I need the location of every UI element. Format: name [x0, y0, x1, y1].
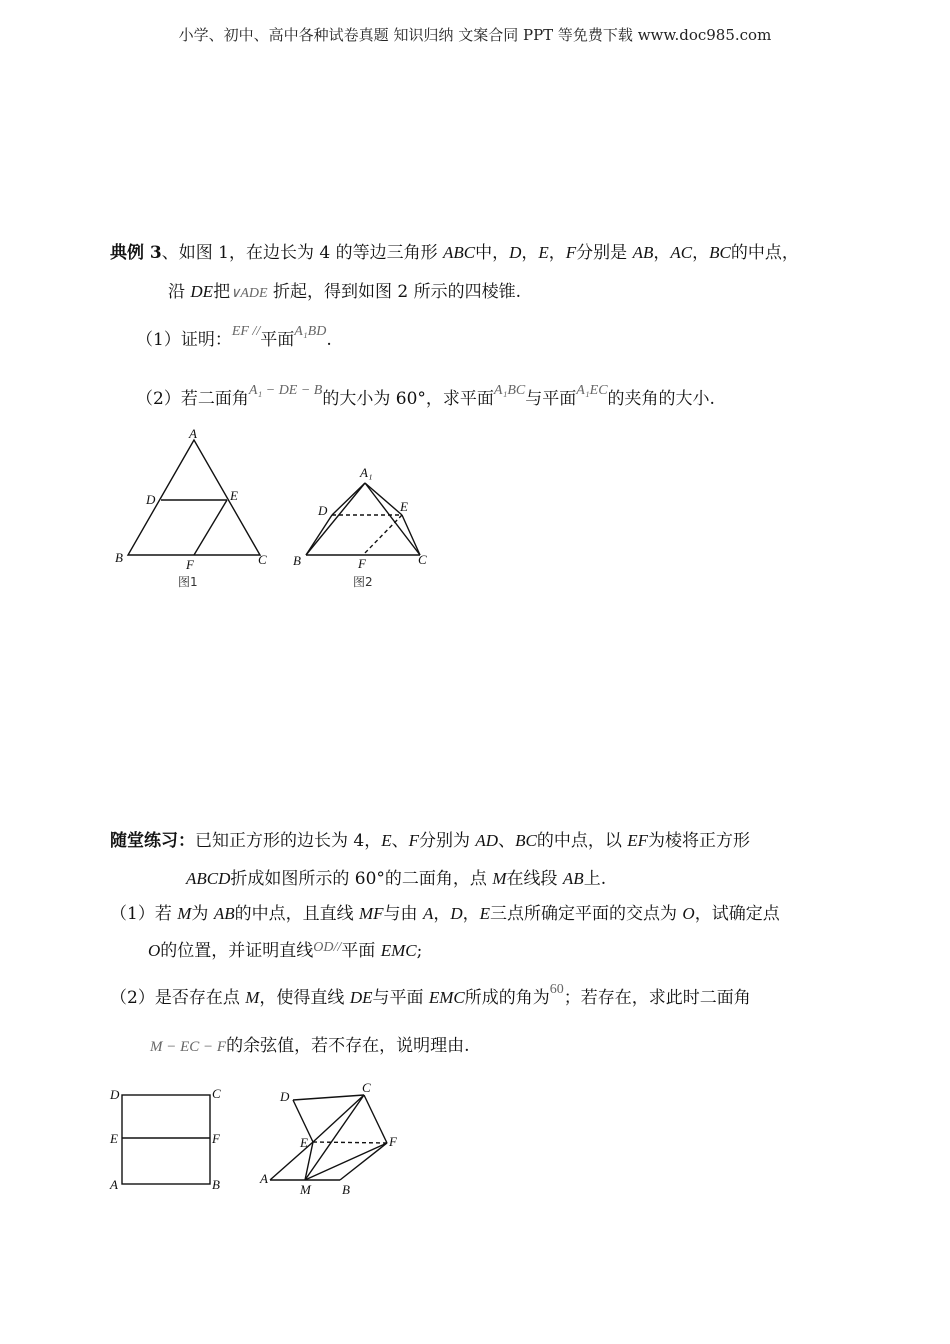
- practice-question1-line2: [148, 936, 422, 961]
- text: ，: [653, 243, 671, 263]
- fig3-label-d: D: [110, 1087, 120, 1102]
- page-header: 小学、初中、高中各种试卷真题 知识归纳 文案合同 PPT 等免费下载 www.doc985.com: [178, 26, 772, 44]
- text: ，: [692, 243, 710, 263]
- text: ，使得直线: [259, 988, 350, 1008]
- segment-ba1: [306, 483, 365, 555]
- math-a: A: [422, 904, 434, 923]
- math-dihedral-m-ec-f: M − EC − F: [150, 1039, 227, 1055]
- text: 的夹角的大小.: [607, 389, 715, 409]
- text: 、: [391, 831, 409, 851]
- example3-line2: [168, 277, 521, 302]
- text: ，试确定点: [694, 904, 780, 924]
- figures-practice: [100, 1080, 420, 1200]
- segment-bd: [306, 515, 332, 555]
- text: 所成的角为: [464, 988, 550, 1008]
- text: .: [326, 330, 332, 350]
- math-ac: AC: [670, 243, 693, 262]
- fig4-label-d: D: [280, 1089, 290, 1104]
- example3-question2: [136, 384, 715, 409]
- text: 分别是: [576, 243, 633, 263]
- example3-line1: [110, 238, 799, 263]
- fig2-label-b: B: [293, 553, 301, 568]
- text: 与平面: [525, 389, 577, 409]
- fig4-label-f: F: [389, 1134, 397, 1149]
- text: 中，: [475, 243, 510, 263]
- math-e: E: [381, 831, 392, 850]
- text: 的大小为 60°，求平面: [322, 389, 494, 409]
- example3-label: 典例 3: [110, 243, 162, 263]
- math-emc: EMC: [428, 988, 465, 1007]
- text: 、: [498, 831, 516, 851]
- text: 、如图 1，在边长为 4 的等边三角形: [161, 243, 443, 263]
- text: 为: [191, 904, 214, 924]
- text: 把: [213, 282, 231, 302]
- text: 分别为: [419, 831, 476, 851]
- fig3-label-f: F: [212, 1131, 220, 1146]
- example3-question1: [136, 325, 332, 350]
- text: （1）证明：: [136, 330, 232, 350]
- text: ;: [416, 941, 423, 961]
- practice-label: 随堂练习：: [110, 831, 195, 851]
- text: ，: [462, 904, 480, 924]
- math-d: D: [450, 904, 463, 923]
- math-m: M: [245, 988, 260, 1007]
- fig2-label-d: D: [318, 503, 328, 518]
- text: 沿: [168, 282, 191, 302]
- fig2-label-e: E: [400, 499, 408, 514]
- figure-square: [122, 1095, 210, 1184]
- text: ，: [548, 243, 566, 263]
- fig1-label-c: C: [258, 552, 267, 567]
- segment-da1: [332, 483, 365, 515]
- fig2-label-a1: A₁: [360, 465, 373, 480]
- math-e: E: [479, 904, 491, 923]
- fig3-label-b: B: [212, 1177, 220, 1192]
- text: 的位置，并证明直线: [160, 941, 314, 961]
- segment-dc: [293, 1095, 364, 1100]
- text: 的中点，且直线: [234, 904, 359, 924]
- text: 的中点，以: [536, 831, 628, 851]
- segment-ef-dashed: [313, 1142, 387, 1143]
- text: （2）是否存在点: [110, 988, 246, 1008]
- text: 三点所确定平面的交点为: [490, 904, 683, 924]
- segment-ca1: [365, 483, 420, 555]
- math-plane-a1bc: A₁BC: [493, 383, 526, 398]
- math-dihedral-a1-de-b: A₁ − DE − B: [248, 383, 323, 398]
- text: 折起，得到如图 2 所示的四棱锥.: [267, 282, 521, 302]
- practice-question2-line2: [150, 1031, 469, 1056]
- segment-ef-dashed: [363, 515, 402, 555]
- math-f: F: [408, 831, 420, 850]
- practice-line1: [110, 826, 750, 851]
- math-plane-a1bd: A₁BD: [294, 324, 327, 339]
- math-ab: AB: [213, 904, 235, 923]
- figure-2: [306, 483, 420, 555]
- fig2-label-c: C: [418, 552, 427, 567]
- text: 平面: [341, 941, 381, 961]
- text: 上.: [583, 869, 607, 889]
- math-f: F: [565, 243, 577, 262]
- practice-line2: [186, 864, 606, 889]
- text: （1）若: [110, 904, 178, 924]
- math-m: M: [492, 869, 507, 888]
- segment-cf: [364, 1095, 387, 1143]
- figures-1-2: [100, 420, 460, 600]
- fig4-label-e: E: [300, 1135, 308, 1150]
- math-emc: EMC: [380, 941, 417, 960]
- fig1-label-f: F: [186, 557, 194, 572]
- math-o: O: [682, 904, 695, 923]
- fig3-label-e: E: [110, 1131, 118, 1146]
- math-ad: AD: [475, 831, 499, 850]
- math-mf: MF: [359, 904, 384, 923]
- text: 在线段: [506, 869, 563, 889]
- math-ef: EF: [627, 831, 649, 850]
- math-de: DE: [190, 282, 214, 301]
- math-m: M: [177, 904, 192, 923]
- text: 的余弦值，若不存在，说明理由.: [226, 1036, 470, 1056]
- math-bc: BC: [709, 243, 731, 262]
- practice-question1-line1: [110, 899, 780, 924]
- math-de: DE: [349, 988, 373, 1007]
- text: 平面: [260, 330, 295, 350]
- text: 已知正方形的边长为 4，: [195, 831, 382, 851]
- math-ef-parallel: EF //: [231, 324, 261, 339]
- fig1-label-e: E: [230, 488, 238, 503]
- fig1-label-b: B: [115, 550, 123, 565]
- fig3-label-c: C: [212, 1086, 221, 1101]
- math-triangle-ade: ∨ADE: [230, 286, 268, 301]
- segment-ec: [313, 1095, 364, 1142]
- math-o: O: [148, 941, 161, 960]
- fig4-label-c: C: [362, 1080, 371, 1095]
- fig1-caption: 图1: [178, 575, 198, 589]
- segment-ef: [194, 500, 227, 555]
- fig1-label-d: D: [146, 492, 156, 507]
- math-abcd: ABCD: [186, 869, 231, 888]
- math-e: E: [538, 243, 549, 262]
- text: 与由: [383, 904, 423, 924]
- fig2-caption: 图2: [353, 575, 373, 589]
- math-d: D: [509, 243, 522, 262]
- square-abcd: [122, 1095, 210, 1184]
- figure-folded: [270, 1095, 387, 1180]
- fig2-label-f: F: [358, 556, 366, 571]
- math-plane-a1ec: A₁EC: [576, 383, 608, 398]
- fig3-label-a: A: [110, 1177, 118, 1192]
- text: 的中点，: [730, 243, 799, 263]
- practice-question2-line1: [110, 983, 751, 1008]
- text: ，: [521, 243, 539, 263]
- math-abc: ABC: [443, 243, 476, 262]
- text: （2）若二面角: [136, 389, 249, 409]
- math-ab: AB: [562, 869, 584, 888]
- segment-ea1: [365, 483, 402, 515]
- fig4-label-a: A: [260, 1171, 268, 1186]
- text: ，: [433, 904, 451, 924]
- fig4-label-m: M: [300, 1182, 311, 1197]
- math-60: 60: [549, 982, 564, 997]
- math-ab: AB: [632, 243, 654, 262]
- fig1-label-a: A: [189, 426, 197, 441]
- math-bc: BC: [515, 831, 537, 850]
- text: 折成如图所示的 60°的二面角，点: [230, 869, 493, 889]
- text: ；若存在，求此时二面角: [563, 988, 751, 1008]
- text: 与平面: [372, 988, 429, 1008]
- text: 为棱将正方形: [648, 831, 751, 851]
- fig4-label-b: B: [342, 1182, 350, 1197]
- math-od-parallel: OD//: [313, 940, 342, 955]
